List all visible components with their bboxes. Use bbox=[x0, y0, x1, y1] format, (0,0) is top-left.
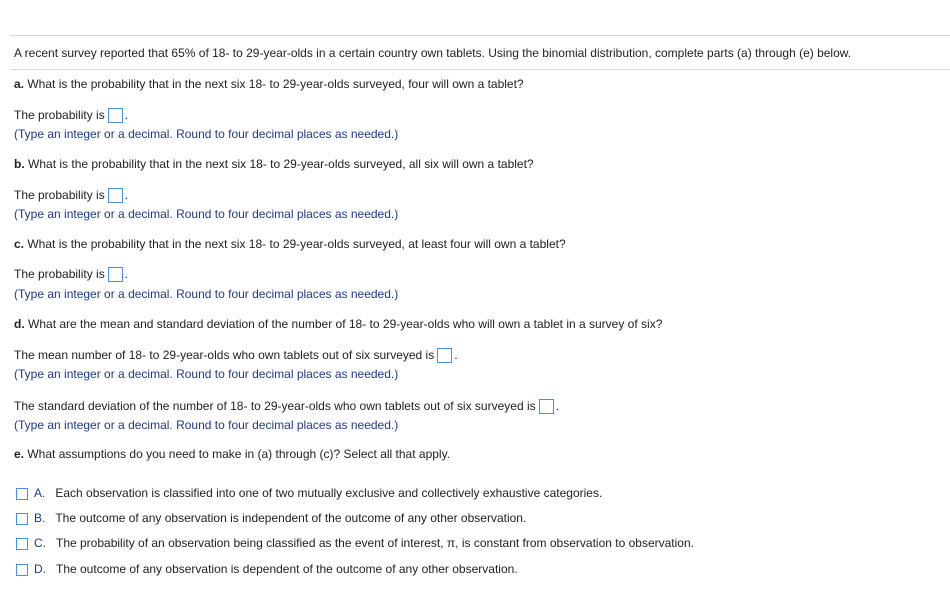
answer-d-sd-label: The standard deviation of the number of 18- to 29-year-olds who own tablets out of six surveyed is bbox=[14, 399, 536, 413]
option-b[interactable]: B. The outcome of any observation is independent of the outcome of any other observation. bbox=[16, 511, 526, 526]
option-d-checkbox[interactable] bbox=[16, 564, 28, 576]
hint-d-sd: (Type an integer or a decimal. Round to four decimal places as needed.) bbox=[14, 418, 399, 432]
option-a[interactable]: A. Each observation is classified into one of two mutually exclusive and collectively exhaustive categories. bbox=[16, 486, 602, 501]
intro-divider bbox=[10, 69, 950, 70]
answer-d-sd-input[interactable] bbox=[539, 399, 554, 414]
option-a-checkbox[interactable] bbox=[16, 488, 28, 500]
option-b-checkbox[interactable] bbox=[16, 513, 28, 525]
answer-a-input[interactable] bbox=[108, 108, 123, 123]
answer-d-mean-row: The mean number of 18- to 29-year-olds who own tablets out of six surveyed is . bbox=[14, 348, 458, 362]
answer-a-label: The probability is bbox=[14, 108, 105, 122]
answer-c-input[interactable] bbox=[108, 267, 123, 282]
option-c-text: The probability of an observation being classified as the event of interest, π, is constant from observation to observation. bbox=[56, 536, 694, 550]
question-c: c. What is the probability that in the next six 18- to 29-year-olds surveyed, at least four will own a tablet? bbox=[14, 237, 566, 251]
answer-b-input[interactable] bbox=[108, 188, 123, 203]
answer-d-mean-label: The mean number of 18- to 29-year-olds who own tablets out of six surveyed is bbox=[14, 348, 435, 362]
hint-b: (Type an integer or a decimal. Round to four decimal places as needed.) bbox=[14, 207, 399, 221]
option-d-text: The outcome of any observation is dependent of the outcome of any other observation. bbox=[56, 562, 518, 576]
hint-a: (Type an integer or a decimal. Round to four decimal places as needed.) bbox=[14, 127, 399, 141]
question-e: e. What assumptions do you need to make in (a) through (c)? Select all that apply. bbox=[14, 447, 451, 461]
answer-d-sd-row: The standard deviation of the number of 18- to 29-year-olds who own tablets out of six surveyed is . bbox=[14, 399, 559, 413]
answer-a-row: The probability is . bbox=[14, 108, 129, 122]
answer-c-row: The probability is . bbox=[14, 267, 129, 281]
option-d[interactable]: D. The outcome of any observation is dependent of the outcome of any other observation. bbox=[16, 562, 518, 577]
question-d: d. What are the mean and standard deviation of the number of 18- to 29-year-olds who will own a tablet in a survey of six? bbox=[14, 317, 663, 331]
question-a: a. What is the probability that in the next six 18- to 29-year-olds surveyed, four will own a tablet? bbox=[14, 77, 524, 91]
answer-c-label: The probability is bbox=[14, 267, 105, 281]
question-b: b. What is the probability that in the next six 18- to 29-year-olds surveyed, all six will own a tablet? bbox=[14, 157, 534, 171]
option-c-checkbox[interactable] bbox=[16, 538, 28, 550]
option-a-text: Each observation is classified into one of two mutually exclusive and collectively exhaustive categories. bbox=[55, 486, 603, 500]
answer-d-mean-input[interactable] bbox=[437, 348, 452, 363]
option-b-text: The outcome of any observation is independent of the outcome of any other observation. bbox=[55, 511, 527, 525]
problem-intro: A recent survey reported that 65% of 18- to 29-year-olds in a certain country own tablets. Using the binomial distribution, complete parts (a) through (e) below. bbox=[14, 46, 852, 60]
top-divider bbox=[10, 35, 950, 36]
hint-c: (Type an integer or a decimal. Round to four decimal places as needed.) bbox=[14, 287, 399, 301]
hint-d-mean: (Type an integer or a decimal. Round to four decimal places as needed.) bbox=[14, 367, 399, 381]
answer-b-row: The probability is . bbox=[14, 188, 129, 202]
answer-b-label: The probability is bbox=[14, 188, 105, 202]
option-c[interactable]: C. The probability of an observation being classified as the event of interest, π, is constant from observation to observation. bbox=[16, 536, 694, 551]
